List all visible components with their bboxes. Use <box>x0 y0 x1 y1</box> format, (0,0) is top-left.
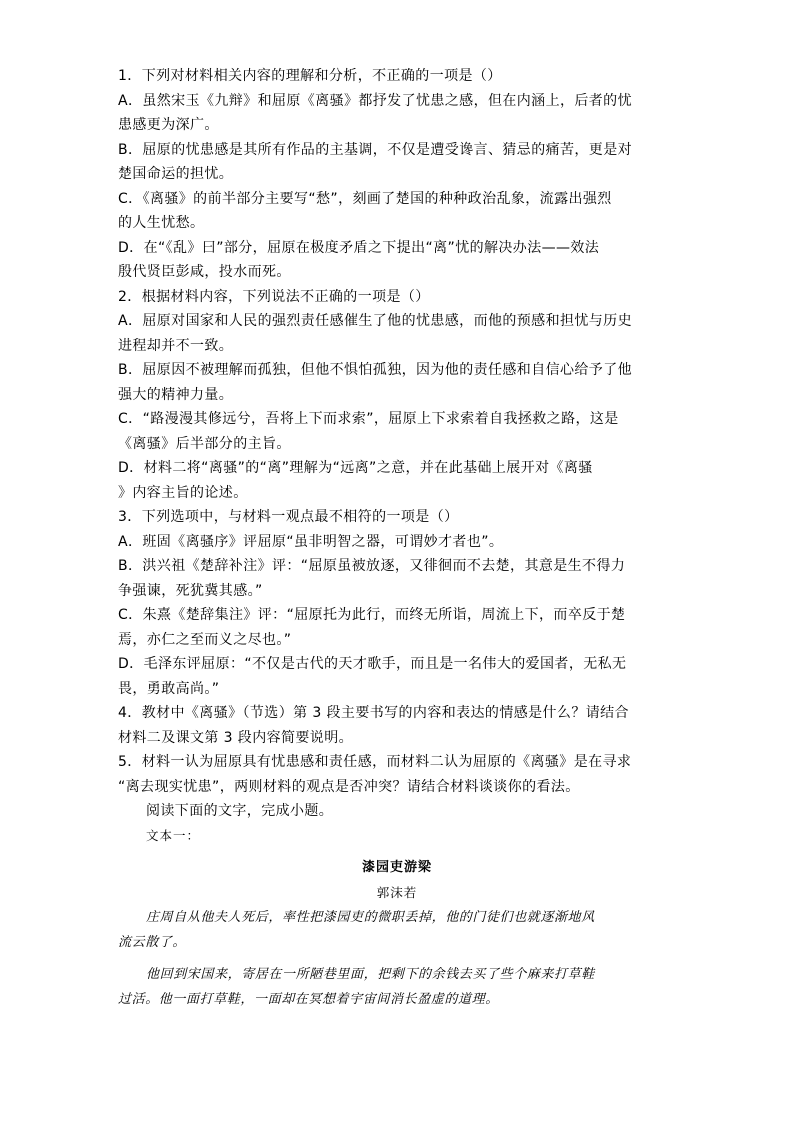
question-2-stem: 2．根据材料内容，下列说法不正确的一项是（） <box>118 288 430 305</box>
question-3-option-d-line-2: 畏，勇敢高尚。” <box>118 680 220 697</box>
paragraph-spacer <box>118 955 676 962</box>
reading-text-label: 文本一： <box>146 827 201 843</box>
question-2-option-a-line-1: A．屈原对国家和人民的强烈责任感催生了他的忧患感，而他的预感和担忧与历史 <box>118 313 632 329</box>
reading-paragraph-2-line-1: 他回到宋国来，寄居在一所陋巷里面，把剩下的余钱去买了些个麻来打草鞋 <box>146 967 595 982</box>
question-3-option-c-line-1: C．朱熹《楚辞集注》评：“屈原托为此行，而终无所诣，周流上下，而卒反于楚 <box>118 607 626 623</box>
reading-author: 郭沫若 <box>376 884 418 900</box>
question-2-option-b-line-2: 强大的精神力量。 <box>118 386 234 403</box>
question-3-option-b-line-2: 争强谏，死犹冀其感。” <box>118 582 263 599</box>
question-3-option-b-line-1: B．洪兴祖《楚辞补注》评：“屈原虽被放逐，又徘徊而不去楚，其意是生不得力 <box>118 558 626 574</box>
question-2-option-b-line-1: B．屈原因不被理解而孤独，但他不惧怕孤独，因为他的责任感和自信心给予了他 <box>118 362 633 378</box>
reading-paragraph-1-line-1: 庄周自从他夫人死后，率性把漆园吏的微职丢掉，他的门徒们也就逐渐地风 <box>146 910 595 925</box>
question-3-option-d-line-1: D．毛泽东评屈原：“不仅是古代的天才歌手，而且是一名伟大的爱国者，无私无 <box>118 656 627 672</box>
reading-paragraph-1-line-2: 流云散了。 <box>118 935 187 950</box>
question-1-option-a-line-1: A．虽然宋玉《九辩》和屈原《离骚》都抒发了忧患之感，但在内涵上，后者的忧 <box>118 92 632 109</box>
reading-instruction: 阅读下面的文字，完成小题。 <box>146 803 334 819</box>
question-5-stem-line-2: “离去现实忧患”，两则材料的观点是否冲突？请结合材料谈谈你的看法。 <box>118 778 580 795</box>
question-1-option-b-line-1: B．屈原的忧患感是其所有作品的主基调，不仅是遭受谗言、猜忌的痛苦，更是对 <box>118 141 633 158</box>
question-2-option-d-line-2: 》内容主旨的论述。 <box>118 484 248 501</box>
question-1-option-c-line-2: 的人生忧愁。 <box>118 215 205 231</box>
question-2-option-d-line-1: D．材料二将“离骚”的“离”理解为“远离”之意，并在此基础上展开对《离骚 <box>118 460 593 476</box>
question-5-stem-line-1: 5．材料一认为屈原具有忧患感和责任感，而材料二认为屈原的《离骚》是在寻求 <box>118 754 632 770</box>
question-1-option-d-line-2: 殷代贤臣彭咸，投水而死。 <box>118 264 291 280</box>
question-3-stem: 3．下列选项中，与材料一观点最不相符的一项是（） <box>118 509 459 525</box>
question-3-option-a-line-1: A．班固《离骚序》评屈原“虽非明智之器，可谓妙才者也”。 <box>118 533 504 550</box>
question-4-stem-line-2: 材料二及课文第 3 段内容简要说明。 <box>118 729 354 746</box>
reading-paragraph-2-line-2: 过活。他一面打草鞋，一面却在冥想着宇宙间消长盈虚的道理。 <box>118 992 499 1007</box>
question-3-option-c-line-2: 焉，亦仁之至而义之尽也。” <box>118 631 292 648</box>
question-1-option-b-line-2: 楚国命运的担忧。 <box>118 166 234 182</box>
reading-title: 漆园吏游梁 <box>361 860 432 875</box>
question-1-stem: 1．下列对材料相关内容的理解和分析，不正确的一项是（） <box>118 68 502 84</box>
question-1-option-d-line-1: D．在“《乱》曰”部分，屈原在极度矛盾之下提出“离”忧的解决办法——效法 <box>118 239 600 256</box>
question-2-option-a-line-2: 进程却并不一致。 <box>118 337 234 354</box>
question-2-option-c-line-1: C．“路漫漫其修远兮，吾将上下而求索”，屈原上下求索着自我拯救之路，这是 <box>118 411 619 427</box>
question-2-option-c-line-2: 《离骚》后半部分的主旨。 <box>118 435 291 452</box>
question-1-option-c-line-1: C．《离骚》的前半部分主要写“愁”，刻画了楚国的种种政治乱象，流露出强烈 <box>118 190 612 207</box>
question-1-option-a-line-2: 患感更为深广。 <box>118 117 219 133</box>
question-4-stem-line-1: 4．教材中《离骚》（节选）第 3 段主要书写的内容和表达的情感是什么？请结合 <box>118 705 629 721</box>
document-content <box>118 64 676 1012</box>
